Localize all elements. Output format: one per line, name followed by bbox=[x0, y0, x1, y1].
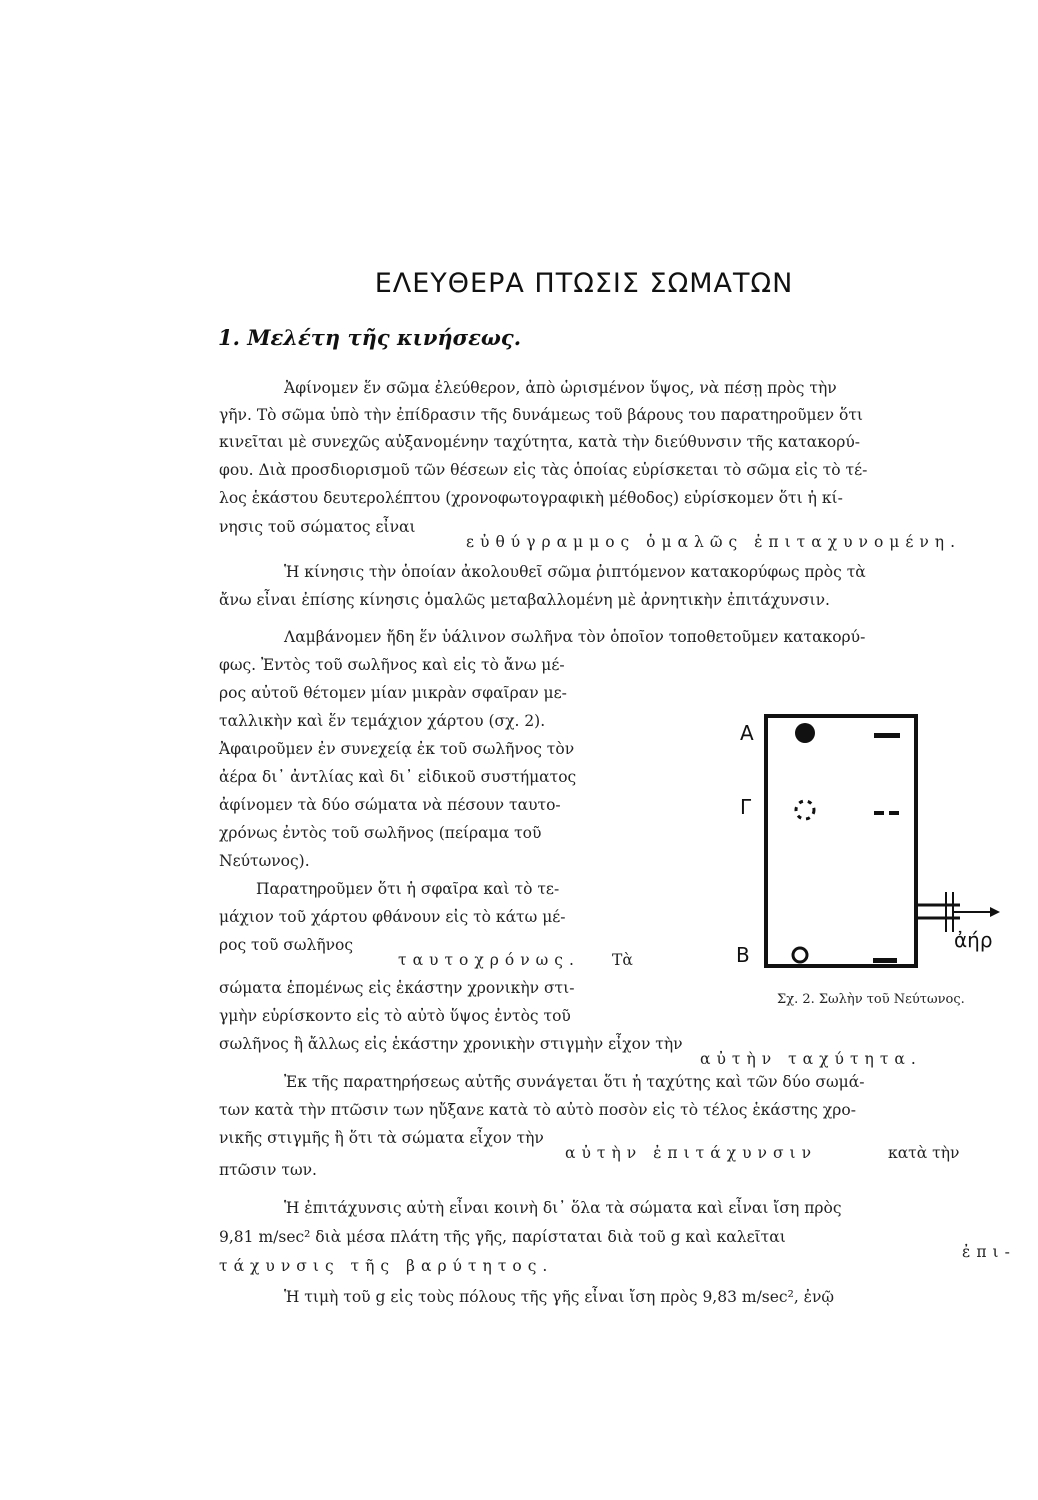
text-line: Ἡ τιμὴ τοῦ g εἰς τοὺς πόλους τῆς γῆς εἶναι ἴση πρὸς 9,83 m/sec², ἐνῷ bbox=[284, 1288, 835, 1306]
text-line: Ἐκ τῆς παρατηρήσεως αὐτῆς συνάγεται ὅτι ἡ ταχύτης καὶ τῶν δύο σωμά- bbox=[284, 1073, 865, 1091]
paper-middle-2 bbox=[889, 811, 899, 815]
emphasis-text: εὐθύγραμμος ὁμαλῶς ἐπιταχυνομένη. bbox=[466, 533, 962, 551]
label-air: ἀήρ bbox=[954, 928, 993, 952]
text-line: Νεύτωνος). bbox=[219, 852, 310, 870]
label-a: Α bbox=[740, 721, 754, 745]
text-line: Ἡ κίνησις τὴν ὁποίαν ἀκολουθεῖ σῶμα ῥιπτόμενον κατακορύφως πρὸς τὰ bbox=[284, 563, 866, 581]
figure-caption: Σχ. 2. Σωλὴν τοῦ Νεύτωνος. bbox=[777, 992, 965, 1007]
text-line: 9,81 m/sec² διὰ μέσα πλάτη τῆς γῆς, παρίσταται διὰ τοῦ g καὶ καλεῖται bbox=[219, 1228, 786, 1246]
text-line: ρος αὐτοῦ θέτομεν μίαν μικρὰν σφαῖραν με- bbox=[219, 684, 567, 702]
text-line: φως. Ἐντὸς τοῦ σωλῆνος καὶ εἰς τὸ ἄνω μέ- bbox=[219, 656, 565, 674]
text-line: Λαμβάνομεν ἤδη ἕν ὑάλινον σωλῆνα τὸν ὁποῖον τοποθετοῦμεν κατακορύ- bbox=[284, 628, 866, 646]
text-line: σωλῆνος ἢ ἄλλως εἰς ἑκάστην χρονικὴν στιγμὴν εἶχον τὴν bbox=[219, 1035, 683, 1053]
paper-bottom bbox=[873, 958, 897, 963]
text-line: νησις τοῦ σώματος εἶναι bbox=[219, 518, 416, 536]
label-g: Γ bbox=[740, 795, 752, 819]
text-line: Παρατηροῦμεν ὅτι ἡ σφαῖρα καὶ τὸ τε- bbox=[256, 880, 560, 898]
section-heading: 1. Μελέτη τῆς κινήσεως. bbox=[218, 325, 522, 350]
ball-middle bbox=[796, 801, 814, 819]
text-line: φου. Διὰ προσδιορισμοῦ τῶν θέσεων εἰς τὰς ὁποίας εὑρίσκεται τὸ σῶμα εἰς τὸ τέ- bbox=[219, 461, 868, 479]
paper-top bbox=[874, 733, 900, 738]
text-line: ἀφίνομεν τὰ δύο σώματα νὰ πέσουν ταυτο- bbox=[219, 796, 561, 814]
text-line: ἄνω εἶναι ἐπίσης κίνησις ὁμαλῶς μεταβαλλομένη μὲ ἀρνητικὴν ἐπιτάχυνσιν. bbox=[219, 591, 830, 609]
text-line: Τὰ bbox=[612, 951, 633, 969]
text-line: νικῆς στιγμῆς ἢ ὅτι τὰ σώματα εἶχον τὴν bbox=[219, 1129, 544, 1147]
ball-bottom bbox=[793, 948, 807, 962]
ball-top bbox=[795, 723, 815, 743]
text-line: ἀέρα δι᾽ ἀντλίας καὶ δι᾽ εἰδικοῦ συστήματος bbox=[219, 768, 577, 786]
text-line: ρος τοῦ σωλῆνος bbox=[219, 936, 354, 954]
emphasis-text: ταυτοχρόνως. bbox=[398, 951, 580, 969]
page-title: ΕΛΕΥΘΕΡΑ ΠΤΩΣΙΣ ΣΩΜΑΤΩΝ bbox=[374, 268, 794, 299]
glass-tube bbox=[766, 716, 916, 966]
emphasis-text: αὐτὴν ἐπιτάχυνσιν bbox=[565, 1144, 818, 1162]
text-line: γμὴν εὑρίσκοντο εἰς τὸ αὐτὸ ὕψος ἐντὸς τοῦ bbox=[219, 1007, 571, 1025]
arrow-head bbox=[990, 907, 1000, 917]
label-b: Β bbox=[736, 943, 750, 967]
text-line: Ἡ ἐπιτάχυνσις αὐτὴ εἶναι κοινὴ δι᾽ ὅλα τὰ σώματα καὶ εἶναι ἴση πρὸς bbox=[284, 1199, 842, 1217]
paper-middle-1 bbox=[874, 811, 884, 815]
text-line: Ἀφίνομεν ἕν σῶμα ἐλεύθερον, ἀπὸ ὡρισμένον ὕψος, νὰ πέσῃ πρὸς τὴν bbox=[284, 379, 837, 397]
text-line: σώματα ἑπομένως εἰς ἑκάστην χρονικὴν στι- bbox=[219, 979, 575, 997]
text-line: Ἀφαιροῦμεν ἐν συνεχείᾳ ἐκ τοῦ σωλῆνος τὸν bbox=[219, 740, 575, 758]
emphasis-text: αὐτὴν ταχύτητα. bbox=[700, 1050, 922, 1068]
text-line: λος ἑκάστου δευτερολέπτου (χρονοφωτογραφικὴ μέθοδος) εὑρίσκομεν ὅτι ἡ κί- bbox=[219, 489, 843, 507]
text-line: κινεῖται μὲ συνεχῶς αὐξανομένην ταχύτητα, κατὰ τὴν διεύθυνσιν τῆς κατακορύ- bbox=[219, 433, 861, 451]
text-line: χρόνως ἐντὸς τοῦ σωλῆνος (πείραμα τοῦ bbox=[219, 824, 542, 842]
emphasis-text: ἐπι- bbox=[962, 1243, 1016, 1261]
text-line: πτῶσιν των. bbox=[219, 1161, 317, 1179]
text-line: ταλλικὴν καὶ ἕν τεμάχιον χάρτου (σχ. 2). bbox=[219, 712, 546, 730]
newton-tube-figure bbox=[728, 700, 1028, 1000]
text-line: κατὰ τὴν bbox=[888, 1144, 960, 1162]
emphasis-text: τάχυνσις τῆς βαρύτητος. bbox=[219, 1257, 554, 1275]
text-line: των κατὰ τὴν πτῶσιν των ηὔξανε κατὰ τὸ αὐτὸ ποσὸν εἰς τὸ τέλος ἑκάστης χρο- bbox=[219, 1101, 856, 1119]
text-line: γῆν. Τὸ σῶμα ὑπὸ τὴν ἐπίδρασιν τῆς δυνάμεως τοῦ βάρους του παρατηροῦμεν ὅτι bbox=[219, 406, 863, 424]
text-line: μάχιον τοῦ χάρτου φθάνουν εἰς τὸ κάτω μέ- bbox=[219, 908, 566, 926]
